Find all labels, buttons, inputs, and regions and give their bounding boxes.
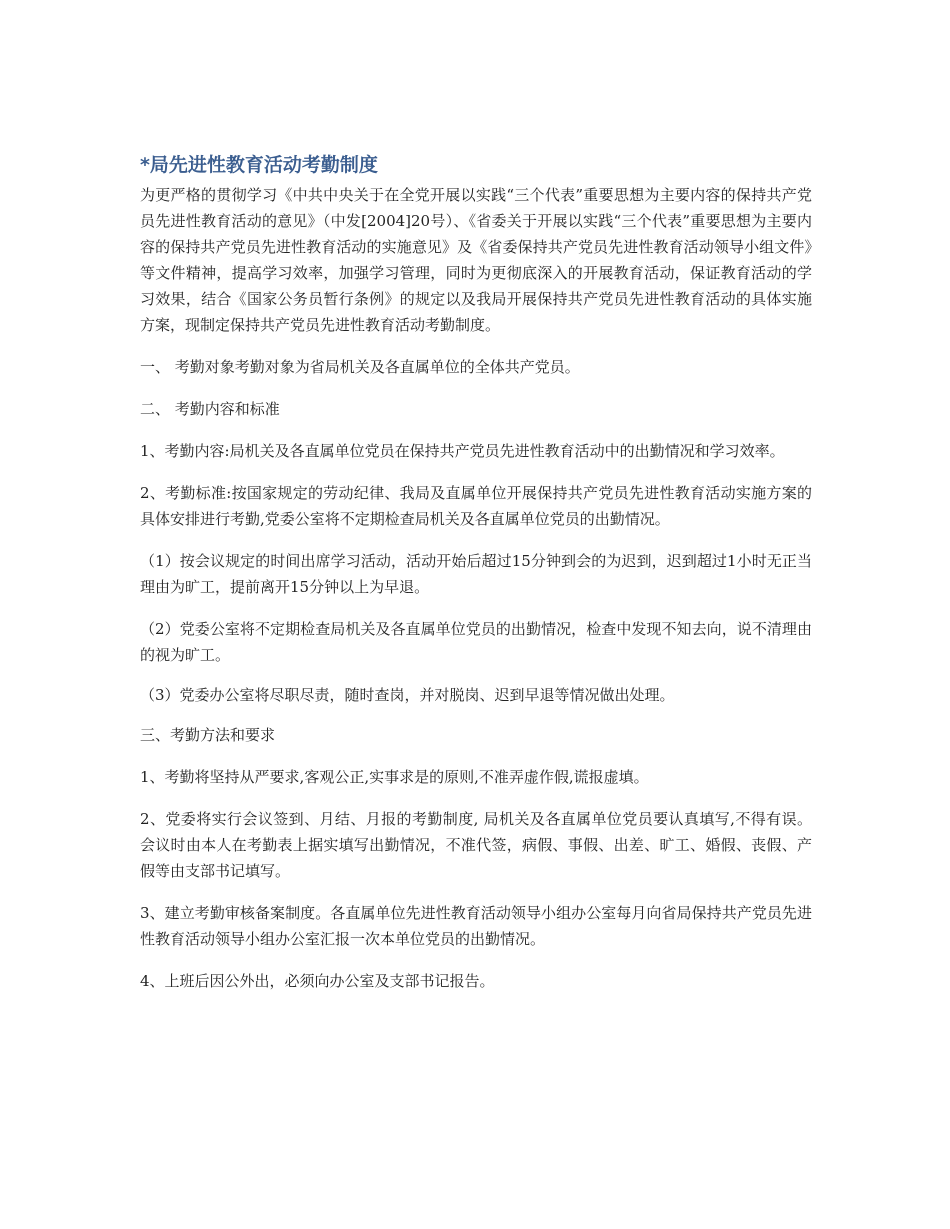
section-3-heading: 三、考勤方法和要求	[140, 726, 276, 744]
document-title: *局先进性教育活动考勤制度	[140, 154, 378, 176]
section-2-item-1: 1、考勤内容:局机关及各直属单位党员在保持共产党员先进性教育活动中的出勤情况和学习效率。	[140, 442, 785, 460]
section-1-paragraph: 一、 考勤对象考勤对象为省局机关及各直属单位的全体共产党员。	[140, 358, 580, 376]
document-body	[140, 150, 812, 994]
section-3-item-4: 4、上班后因公外出，必须向办公室及支部书记报告。	[140, 972, 495, 990]
section-2-subitem-2: （2）党委公室将不定期检查局机关及各直属单位党员的出勤情况，检查中发现不知去向，说不清理由的视为旷工。	[140, 620, 812, 664]
intro-paragraph: 为更严格的贯彻学习《中共中央关于在全党开展以实践“三个代表”重要思想为主要内容的保持共产党员先进性教育活动的意见》（中发[2004]20号）、《省委关于开展以实践“三个代表”重要思想为主要内容的保持共产党员先进性教育活动的实施意见》及《省委保持共产党员先进性教育活动领导小组文件》等文件精神，提高学习效率，加强学习管理，同时为更彻底深入的开展教育活动，保证教育活动的学习效果，结合《国家公务员暂行条例》的规定以及我局开展保持共产党员先进性教育活动的具体实施方案，现制定保持共产党员先进性教育活动考勤制度。	[140, 186, 812, 334]
section-2-item-2: 2、考勤标准:按国家规定的劳动纪律、我局及直属单位开展保持共产党员先进性教育活动实施方案的具体安排进行考勤,党委公室将不定期检查局机关及各直属单位党员的出勤情况。	[140, 484, 812, 528]
section-2-subitem-1: （1）按会议规定的时间出席学习活动，活动开始后超过15分钟到会的为迟到，迟到超过1小时无正当理由为旷工，提前离开15分钟以上为早退。	[140, 552, 812, 596]
section-3-item-1: 1、考勤将坚持从严要求,客观公正,实事求是的原则,不准弄虚作假,谎报虚填。	[140, 768, 649, 786]
section-2-subitem-3: （3）党委办公室将尽职尽责，随时查岗，并对脱岗、迟到早退等情况做出处理。	[140, 686, 675, 704]
section-3-item-2: 2、党委将实行会议签到、月结、月报的考勤制度, 局机关及各直属单位党员要认真填写,不得有误。 会议时由本人在考勤表上据实填写出勤情况，不准代签，病假、事假、出差、旷工、婚假、丧假、产假等由支部书记填写。	[140, 810, 812, 880]
section-2-heading: 二、 考勤内容和标准	[140, 400, 280, 418]
section-3-item-3: 3、建立考勤审核备案制度。各直属单位先进性教育活动领导小组办公室每月向省局保持共产党员先进性教育活动领导小组办公室汇报一次本单位党员的出勤情况。	[140, 904, 812, 948]
